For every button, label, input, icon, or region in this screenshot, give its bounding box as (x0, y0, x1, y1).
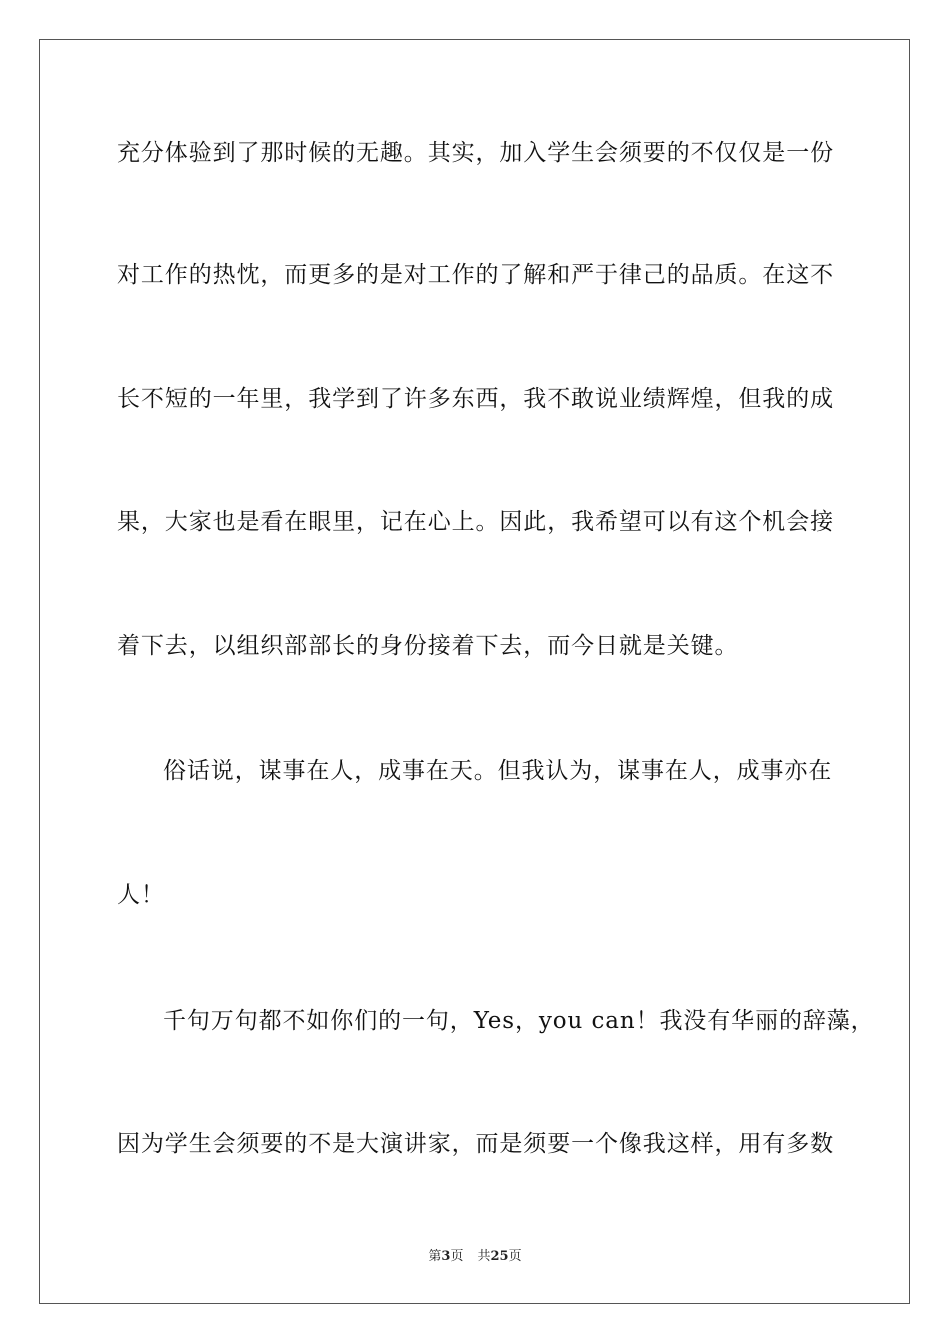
page-number: 3 (441, 1249, 451, 1264)
body-text-line: 对工作的热忱，而更多的是对工作的了解和严于律己的品质。在这不 (117, 262, 834, 288)
page-suffix: 页 (450, 1249, 464, 1264)
page-footer (0, 1249, 950, 1265)
page-prefix: 第 (428, 1249, 442, 1264)
page-border (39, 39, 910, 1304)
body-text-line: 俗话说，谋事在人，成事在天。但我认为，谋事在人，成事亦在 (163, 758, 833, 784)
body-text-line: 千句万句都不如你们的一句，Yes，you can！我没有华丽的辞藻， (163, 1008, 875, 1034)
body-text-line: 充分体验到了那时候的无趣。其实，加入学生会须要的不仅仅是一份 (117, 140, 834, 166)
total-prefix: 共 (477, 1249, 491, 1264)
body-text-line: 因为学生会须要的不是大演讲家，而是须要一个像我这样，用有多数 (117, 1131, 834, 1157)
total-pages: 25 (490, 1249, 509, 1264)
body-text-line: 着下去，以组织部部长的身份接着下去，而今日就是关键。 (117, 633, 739, 659)
body-text-line: 人！ (117, 882, 165, 908)
body-text-line: 长不短的一年里，我学到了许多东西，我不敢说业绩辉煌，但我的成 (117, 386, 834, 412)
total-suffix: 页 (508, 1249, 522, 1264)
body-text-line: 果，大家也是看在眼里，记在心上。因此，我希望可以有这个机会接 (117, 509, 834, 535)
